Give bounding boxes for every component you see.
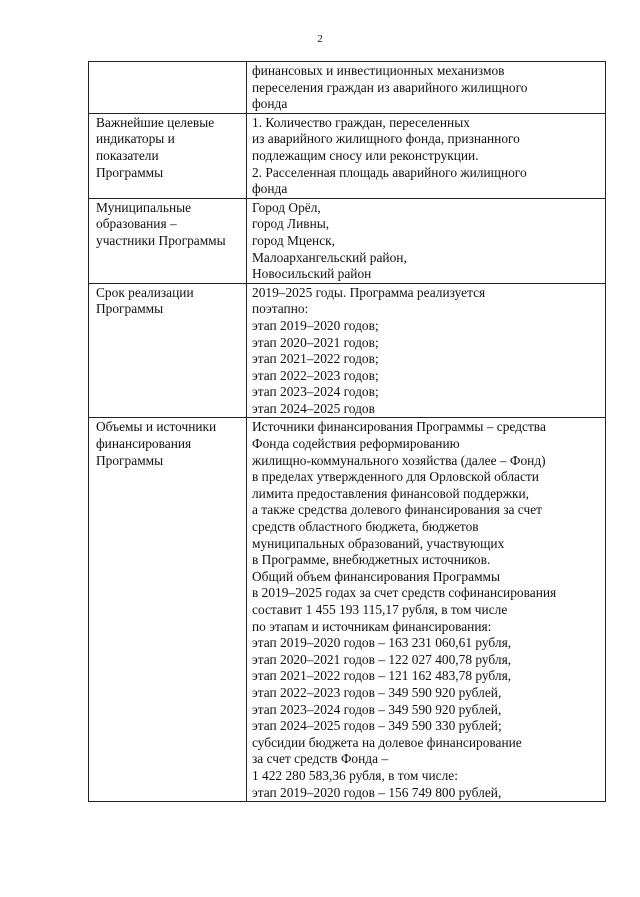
row-value-line: лимита предоставления финансовой поддержки,: [252, 485, 529, 501]
table-row: [89, 283, 606, 418]
row-value-line: Фонда содействия реформированию: [252, 436, 460, 452]
row-value-line: этап 2020–2021 годов;: [252, 334, 379, 350]
row-value-line: этап 2024–2025 годов: [252, 400, 375, 416]
row-value-line: 2019–2025 годы. Программа реализуется: [252, 284, 486, 300]
row-value-line: Общий объем финансирования Программы: [252, 568, 501, 584]
table-row: [89, 418, 606, 802]
row-value-line: составит 1 455 193 115,17 рубля, в том числе: [252, 602, 508, 617]
row-label-line: образования –: [96, 216, 177, 232]
row-label-cell: [89, 62, 247, 114]
row-value-line: по этапам и источникам финансирования:: [252, 618, 492, 634]
row-value-line: жилищно-коммунального хозяйства (далее – Фонд): [252, 452, 546, 468]
row-value-line: фонда: [252, 181, 288, 197]
row-value-line: в Программе, внебюджетных источников.: [252, 552, 491, 568]
program-passport-table: [88, 61, 606, 802]
row-value-line: город Мценск,: [252, 232, 335, 248]
row-value-cell: [247, 418, 606, 802]
row-value-line: средств областного бюджета, бюджетов: [252, 519, 479, 535]
row-value-cell: [247, 62, 606, 114]
row-value-line: этап 2021–2022 годов – 121 162 483,78 рубля,: [252, 668, 512, 684]
row-label-line: Срок реализации: [96, 284, 194, 300]
row-value-line: город Ливны,: [252, 216, 330, 232]
row-value-line: этап 2023–2024 годов – 349 590 920 рублей,: [252, 701, 502, 717]
row-value-line: 1 422 280 583,36 рубля, в том числе:: [252, 767, 458, 783]
row-label-line: Важнейшие целевые: [96, 114, 215, 130]
row-value-line: муниципальных образований, участвующих: [252, 535, 505, 551]
row-value-line: фонда: [252, 96, 288, 112]
row-value-line: Источники финансирования Программы – средства: [252, 419, 546, 435]
row-label-line: Муниципальные: [96, 199, 192, 215]
table-row: [89, 198, 606, 283]
row-value-line: за счет средств Фонда –: [252, 751, 389, 767]
row-value-line: поэтапно:: [252, 301, 309, 317]
row-label-line: Программы: [96, 301, 164, 317]
row-value-line: в пределах утвержденного для Орловской области: [252, 469, 539, 485]
row-value-line: в 2019–2025 годах за счет средств софинансирования: [252, 585, 557, 601]
row-value-line: этап 2020–2021 годов – 122 027 400,78 рубля,: [252, 651, 512, 667]
page-number: 2: [317, 33, 323, 45]
row-value-line: 2. Расселенная площадь аварийного жилищного: [252, 164, 527, 180]
row-value-line: этап 2021–2022 годов;: [252, 351, 379, 367]
row-value-line: Малоархангельский район,: [252, 249, 407, 265]
row-label-line: Программы: [96, 452, 164, 468]
row-label-cell: [89, 418, 247, 802]
row-label-cell: [89, 283, 247, 418]
row-value-line: этап 2019–2020 годов – 163 231 060,61 рубля,: [252, 635, 512, 651]
row-label-cell: [89, 198, 247, 283]
row-value-line: 1. Количество граждан, переселенных: [252, 114, 470, 130]
row-value-line: этап 2022–2023 годов;: [252, 367, 379, 383]
row-label-line: показатели: [96, 147, 159, 163]
row-label-line: индикаторы и: [96, 131, 175, 147]
row-value-cell: [247, 198, 606, 283]
row-value-line: этап 2019–2020 годов – 156 749 800 рублей,: [252, 784, 502, 800]
row-value-line: этап 2023–2024 годов;: [252, 384, 379, 400]
row-label-line: Объемы и источники: [96, 419, 217, 435]
row-value-line: Город Орёл,: [252, 199, 321, 215]
row-value-line: а также средства долевого финансирования за счет: [252, 502, 542, 518]
row-value-line: переселения граждан из аварийного жилищного: [252, 79, 528, 95]
row-value-line: из аварийного жилищного фонда, признанного: [252, 131, 520, 147]
row-label-line: финансирования: [96, 436, 192, 452]
row-value-line: финансовых и инвестиционных механизмов: [252, 63, 505, 78]
row-value-line: этап 2019–2020 годов;: [252, 317, 379, 333]
row-value-cell: [247, 113, 606, 198]
row-value-line: подлежащим сносу или реконструкции.: [252, 147, 479, 163]
row-value-line: этап 2024–2025 годов – 349 590 330 рублей;: [252, 718, 502, 734]
row-label-line: участники Программы: [96, 232, 226, 248]
row-value-line: Новосильский район: [252, 266, 372, 282]
row-value-cell: [247, 283, 606, 418]
row-label-line: Программы: [96, 164, 164, 180]
row-label-cell: [89, 113, 247, 198]
table-row: [89, 62, 606, 114]
row-value-line: субсидии бюджета на долевое финансирование: [252, 734, 522, 750]
row-value-line: этап 2022–2023 годов – 349 590 920 рублей,: [252, 684, 502, 700]
table-row: [89, 113, 606, 198]
